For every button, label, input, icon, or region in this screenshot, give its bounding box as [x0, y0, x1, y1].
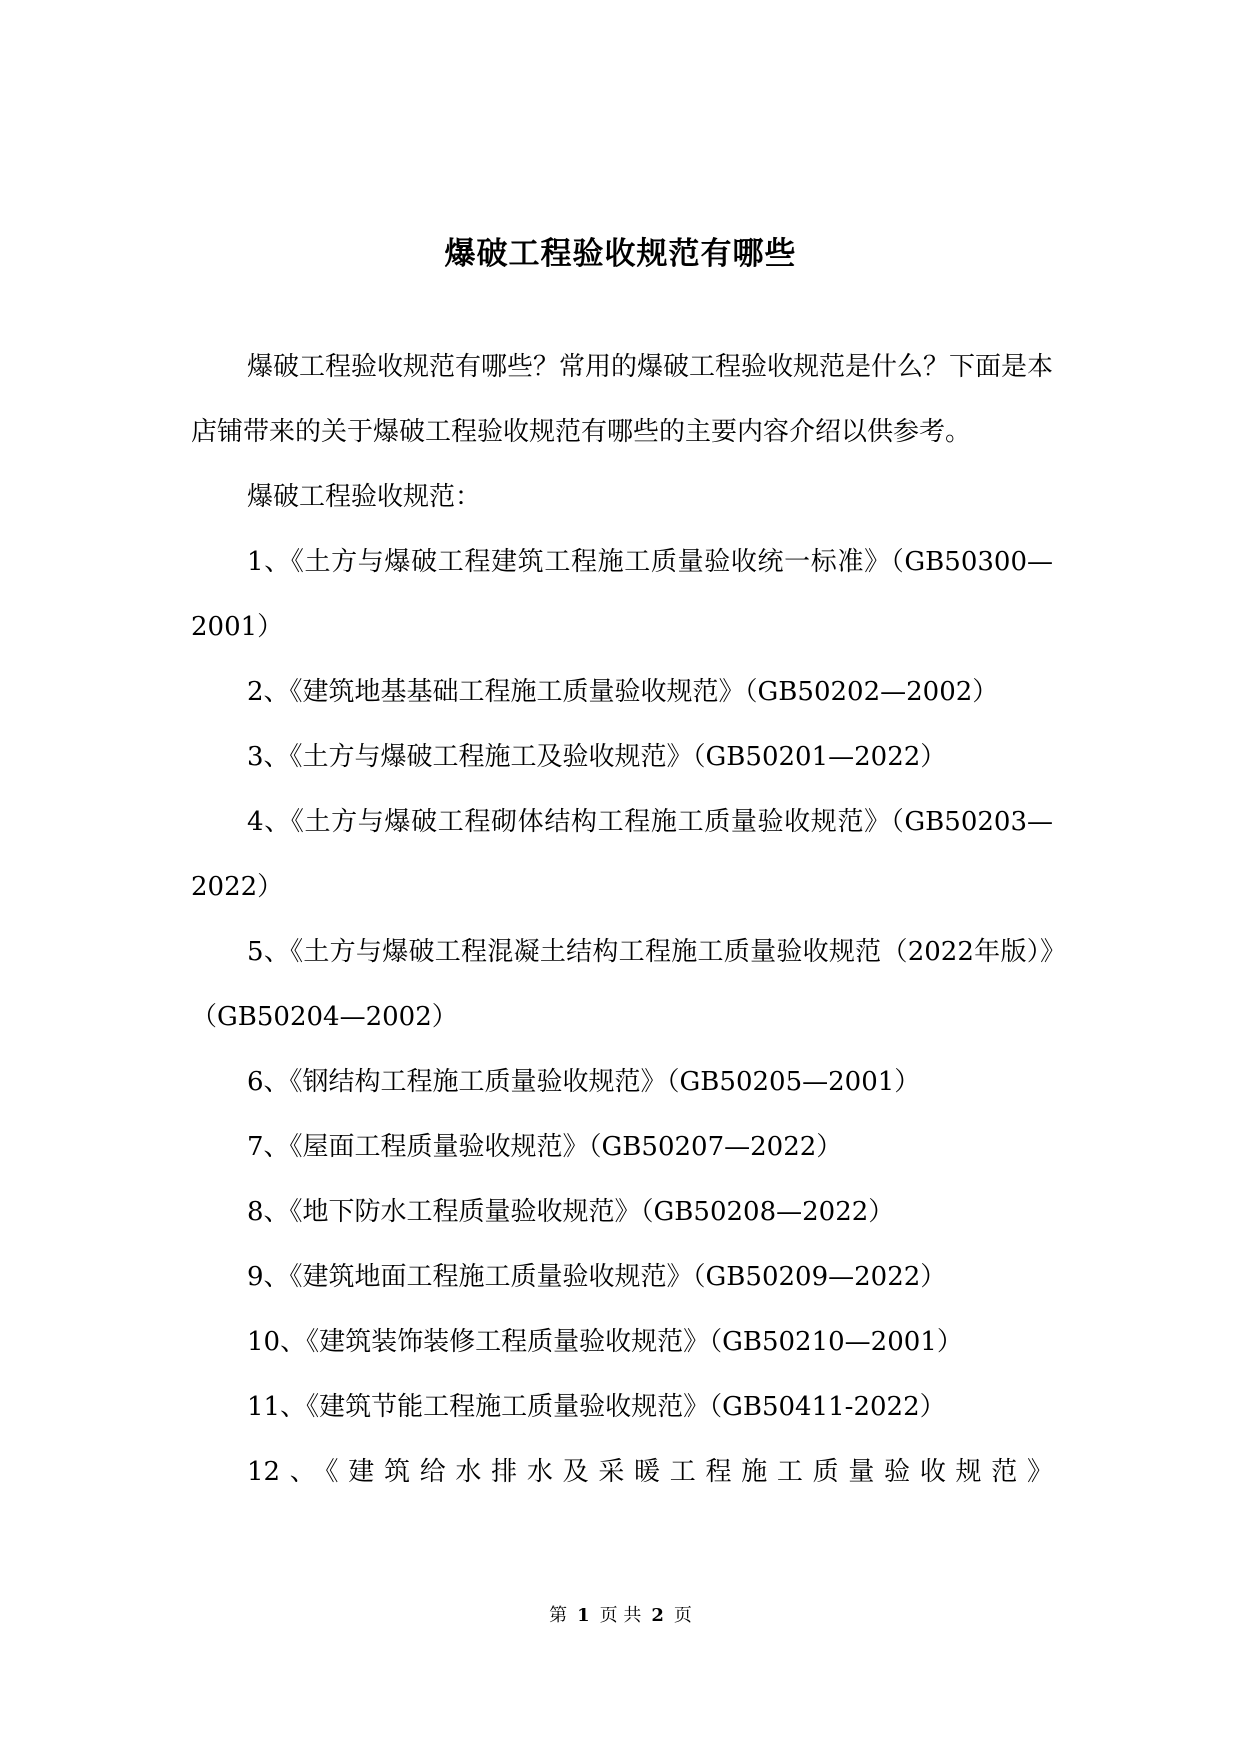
list-item-10: 10、《建筑装饰装修工程质量验收规范》（GB50210—2001）: [247, 1327, 963, 1357]
list-item-3: 3、《土方与爆破工程施工及验收规范》（GB50201—2022）: [247, 742, 947, 772]
footer-current-page: 1: [577, 1605, 590, 1626]
list-item-2: 2、《建筑地基基础工程施工质量验收规范》（GB50202—2002）: [247, 677, 999, 707]
page-footer: [0, 1601, 1241, 1627]
intro-paragraph: 爆破工程验收规范有哪些？常用的爆破工程验收规范是什么？下面是本店铺带来的关于爆破工程验收规范有哪些的主要内容介绍以供参考。: [191, 352, 1054, 447]
footer-middle: 页 共: [599, 1605, 642, 1626]
footer-total-pages: 2: [651, 1605, 664, 1626]
list-item-5: 5、《土方与爆破工程混凝土结构工程施工质量验收规范（2022年版）》（GB50204—2002）: [191, 937, 1053, 1032]
list-heading: 爆破工程验收规范：: [247, 482, 482, 512]
list-item-7: 7、《屋面工程质量验收规范》（GB50207—2022）: [247, 1132, 843, 1162]
document-title: 爆破工程验收规范有哪些: [444, 236, 797, 272]
list-item-8: 8、《地下防水工程质量验收规范》（GB50208—2022）: [247, 1197, 895, 1227]
list-item-4: 4、《土方与爆破工程砌体结构工程施工质量验收规范》（GB50203—2022）: [191, 807, 1053, 902]
list-item-12: 12、《建筑给水排水及采暖工程施工质量验收规范》: [247, 1457, 1053, 1487]
footer-suffix: 页: [673, 1605, 692, 1626]
document-body: [191, 335, 1053, 1505]
list-item-11: 11、《建筑节能工程施工质量验收规范》（GB50411-2022）: [247, 1392, 946, 1422]
footer-prefix: 第: [549, 1605, 568, 1626]
list-item-9: 9、《建筑地面工程施工质量验收规范》（GB50209—2022）: [247, 1262, 947, 1292]
list-item-1: 1、《土方与爆破工程建筑工程施工质量验收统一标准》（GB50300—2001）: [191, 547, 1053, 642]
list-item-6: 6、《钢结构工程施工质量验收规范》（GB50205—2001）: [247, 1067, 921, 1097]
